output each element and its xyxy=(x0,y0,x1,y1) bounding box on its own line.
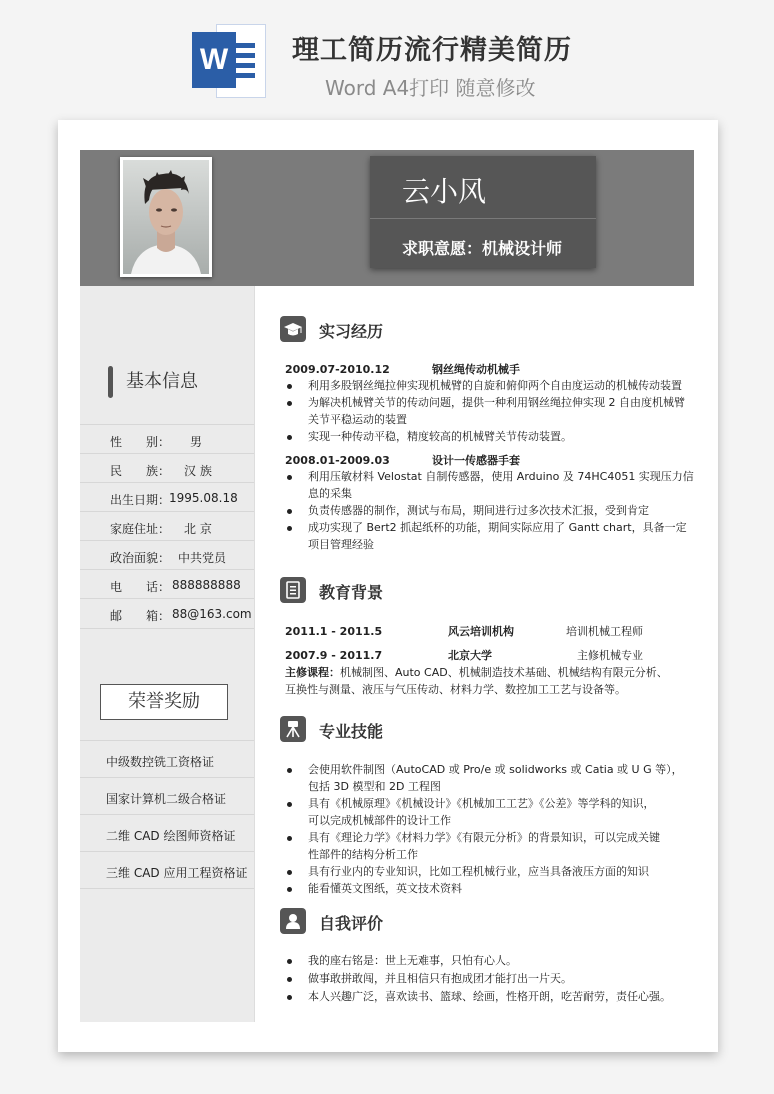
profile-photo xyxy=(120,157,212,277)
course-list: 机械制图、Auto CAD、机械制造技术基础、机械结构有限元分析、 xyxy=(340,666,668,679)
info-label: 出生日期： xyxy=(110,493,171,507)
heading-bar xyxy=(108,366,113,398)
internship-heading: 实习经历 xyxy=(319,322,384,341)
self-eval-heading: 自我评价 xyxy=(319,914,384,933)
banner xyxy=(0,0,774,118)
job-bullet: 利用压敏材料 Velostat 自制传感器，使用 Arduino 及 74HC4051 实现压力信 xyxy=(308,470,694,483)
info-value: 汉 族 xyxy=(184,464,212,478)
bullet xyxy=(287,384,292,389)
job-bullet-cont: 项目管理经验 xyxy=(308,538,374,551)
edu-date: 2007.9 - 2011.7 xyxy=(285,649,383,662)
info-row-address xyxy=(80,511,254,541)
bullet xyxy=(287,802,292,807)
info-label: 家庭住址： xyxy=(110,522,171,536)
self-eval-item: 本人兴趣广泛，喜欢读书、篮球、绘画，性格开朗，吃苦耐劳，责任心强。 xyxy=(308,990,671,1003)
skill-item: 会使用软件制图（AutoCAD 或 Pro/e 或 solidworks 或 Catia 或 U G 等）， xyxy=(308,763,683,776)
bullet xyxy=(287,509,292,514)
skill-item: 具有《机械原理》《机械设计》《机械加工工艺》《公差》等学科的知识， xyxy=(308,797,655,810)
job-objective: 求职意愿：机械设计师 xyxy=(402,239,563,258)
name-divider xyxy=(370,218,596,219)
edu-school: 北京大学 xyxy=(448,649,492,662)
name-card xyxy=(370,156,596,268)
self-eval-item: 做事敢拼敢闯，并且相信只有抱成团才能打出一片天。 xyxy=(308,972,572,985)
job-bullet: 成功实现了 Bert2 抓起纸杯的功能，期间实际应用了 Gantt chart，具备一定 xyxy=(308,521,687,534)
info-value: 1995.08.18 xyxy=(169,491,238,505)
info-label: 性 别： xyxy=(110,435,171,449)
resume-page xyxy=(58,120,718,1052)
bullet xyxy=(287,768,292,773)
info-row-birthdate xyxy=(80,482,254,512)
book-icon xyxy=(280,577,306,603)
job-bullet-cont: 关节平稳运动的装置 xyxy=(308,413,407,426)
honor-item: 中级数控铣工资格证 xyxy=(80,740,254,777)
skill-item: 具有《理论力学》《材料力学》《有限元分析》的背景知识，可以完成关键 xyxy=(308,831,660,844)
bullet xyxy=(287,475,292,480)
education-heading: 教育背景 xyxy=(319,583,384,602)
bullet xyxy=(287,526,292,531)
bullet xyxy=(287,887,292,892)
job-role: 钢丝绳传动机械手 xyxy=(432,363,520,376)
info-label: 政治面貌： xyxy=(110,551,171,565)
skill-item-cont: 包括 3D 模型和 2D 工程图 xyxy=(308,780,441,793)
info-label: 民 族： xyxy=(110,464,171,478)
word-app-icon xyxy=(192,22,266,98)
edu-major: 培训机械工程师 xyxy=(566,625,643,638)
info-value: 北 京 xyxy=(184,522,212,536)
bullet xyxy=(287,870,292,875)
edu-courses-cont: 互换性与测量、液压与气压传动、材料力学、数控加工工艺与设备等。 xyxy=(285,683,626,696)
job-bullet: 负责传感器的制作，测试与布局，期间进行过多次技术汇报，受到肯定 xyxy=(308,504,649,517)
honor-item: 三维 CAD 应用工程资格证 xyxy=(80,851,254,889)
job-date: 2008.01-2009.03 xyxy=(285,454,390,467)
tripod-icon xyxy=(280,716,306,742)
banner-title: 理工简历流行精美简历 xyxy=(292,35,572,66)
info-value: 888888888 xyxy=(172,578,241,592)
job-bullet: 实现一种传动平稳，精度较高的机械臂关节传动装置。 xyxy=(308,430,572,443)
job-bullet: 利用多股钢丝绳拉伸实现机械臂的自旋和俯仰两个自由度运动的机械传动装置 xyxy=(308,379,682,392)
bullet xyxy=(287,435,292,440)
edu-courses xyxy=(285,665,668,681)
info-label: 邮 箱： xyxy=(110,609,171,623)
edu-school: 风云培训机构 xyxy=(448,625,514,638)
skill-item-cont: 性部件的结构分析工作 xyxy=(308,848,418,861)
bullet xyxy=(287,401,292,406)
info-row-gender xyxy=(80,424,254,454)
skill-item-cont: 可以完成机械部件的设计工作 xyxy=(308,814,451,827)
skills-heading: 专业技能 xyxy=(319,722,384,741)
edu-date: 2011.1 - 2011.5 xyxy=(285,625,383,638)
info-value: 中共党员 xyxy=(178,551,227,565)
job-bullet-cont: 息的采集 xyxy=(308,487,352,500)
honor-item: 国家计算机二级合格证 xyxy=(80,777,254,814)
info-row-political xyxy=(80,540,254,570)
bullet xyxy=(287,995,292,1000)
info-value: 88@163.com xyxy=(172,607,252,621)
info-row-ethnicity xyxy=(80,453,254,483)
self-eval-item: 我的座右铭是：世上无难事，只怕有心人。 xyxy=(308,954,517,967)
info-label: 电 话： xyxy=(110,580,171,594)
resume-header xyxy=(80,150,694,286)
skill-item: 具有行业内的专业知识，比如工程机械行业，应当具备液压方面的知识 xyxy=(308,865,649,878)
job-role: 设计一传感器手套 xyxy=(432,454,520,467)
job-date: 2009.07-2010.12 xyxy=(285,363,390,376)
candidate-name: 云小风 xyxy=(402,175,487,208)
bullet xyxy=(287,836,292,841)
info-row-email xyxy=(80,598,254,629)
job-bullet: 为解决机械臂关节的传动问题，提供一种利用钢丝绳拉伸实现 2 自由度机械臂 xyxy=(308,396,685,409)
honors-heading: 荣誉奖励 xyxy=(100,684,228,720)
user-icon xyxy=(280,908,306,934)
sidebar: 基本信息 性 别： 男 民 族： 汉 族 出生日期： 1995.08.18 家庭住址： 北 京 政治面貌： 中共党员 电 话： 888888888 邮 箱： 88@163.com 荣誉奖励 中级数控铣工资格证 国家计算机二级合格证 二维 CAD 绘图师资格证 三维 CAD 应用工程资格证 xyxy=(80,286,255,1022)
edu-major: 主修机械专业 xyxy=(577,649,643,662)
info-row-phone xyxy=(80,569,254,599)
graduation-cap-icon xyxy=(280,316,306,342)
bullet xyxy=(287,959,292,964)
course-label: 主修课程： xyxy=(285,666,340,679)
honor-item: 二维 CAD 绘图师资格证 xyxy=(80,814,254,851)
word-icon-badge: W xyxy=(192,32,236,88)
banner-subtitle: Word A4打印 随意修改 xyxy=(325,76,536,100)
skill-item: 能看懂英文图纸，英文技术资料 xyxy=(308,882,462,895)
bullet xyxy=(287,977,292,982)
info-value: 男 xyxy=(190,435,203,449)
